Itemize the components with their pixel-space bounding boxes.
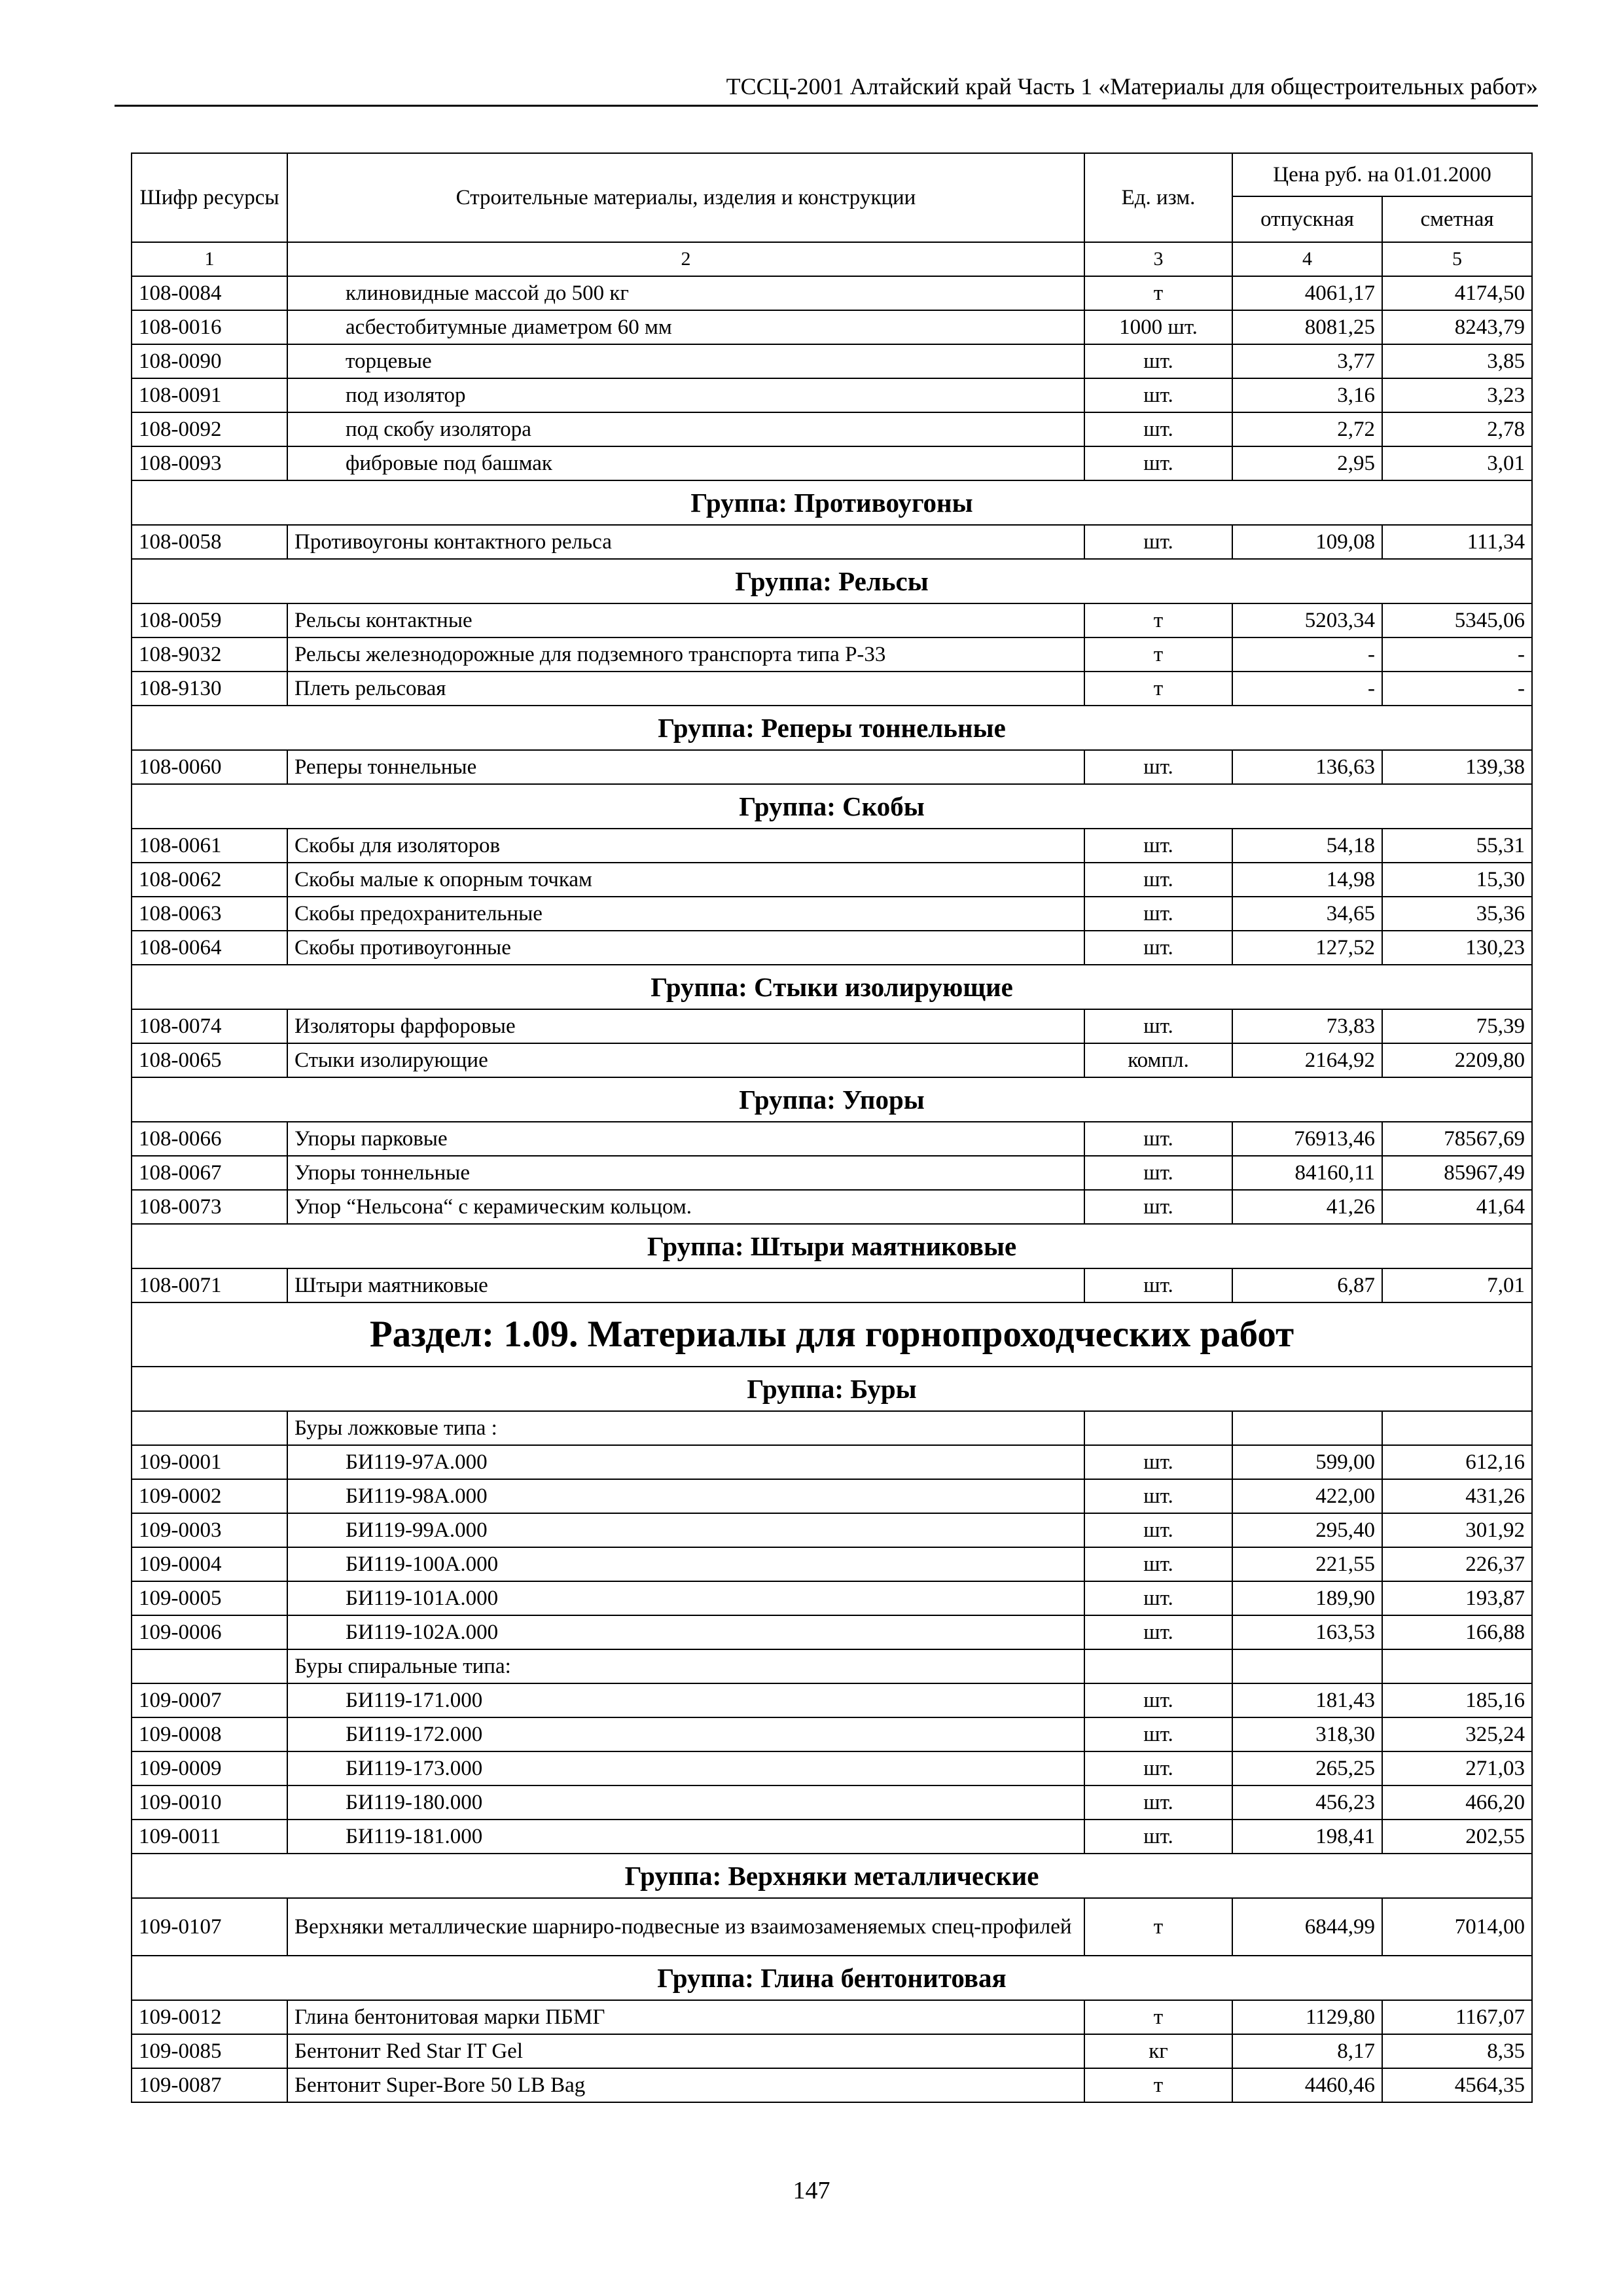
unit: шт. <box>1084 446 1232 480</box>
group-heading: Группа: Упоры <box>132 1077 1532 1122</box>
unit: компл. <box>1084 1043 1232 1077</box>
resource-code: 109-0085 <box>132 2034 287 2068</box>
estimate-price: 41,64 <box>1382 1190 1532 1224</box>
resource-code: 108-9130 <box>132 672 287 706</box>
unit <box>1084 1649 1232 1683</box>
estimate-price: 7,01 <box>1382 1268 1532 1302</box>
material-name: Скобы для изоляторов <box>287 829 1084 863</box>
group-heading: Группа: Стыки изолирующие <box>132 965 1532 1009</box>
unit: шт. <box>1084 1751 1232 1785</box>
resource-code: 109-0006 <box>132 1615 287 1649</box>
estimate-price: 4174,50 <box>1382 276 1532 310</box>
table-row <box>132 672 1532 706</box>
unit: шт. <box>1084 1190 1232 1224</box>
table-row <box>132 863 1532 897</box>
table-row <box>132 1122 1532 1156</box>
header-estimate-price: сметная <box>1382 196 1532 242</box>
release-price: 54,18 <box>1232 829 1382 863</box>
unit: шт. <box>1084 1479 1232 1513</box>
material-name: Бентонит Super-Bore 50 LB Bag <box>287 2068 1084 2102</box>
unit: шт. <box>1084 1785 1232 1820</box>
table-row <box>132 829 1532 863</box>
estimate-price: 2209,80 <box>1382 1043 1532 1077</box>
estimate-price: 226,37 <box>1382 1547 1532 1581</box>
estimate-price: 3,01 <box>1382 446 1532 480</box>
material-name: Скобы предохранительные <box>287 897 1084 931</box>
material-name: асбестобитумные диаметром 60 мм <box>287 310 1084 344</box>
group-heading-row <box>132 1077 1532 1122</box>
material-name: Скобы малые к опорным точкам <box>287 863 1084 897</box>
estimate-price: 2,78 <box>1382 412 1532 446</box>
estimate-price: 193,87 <box>1382 1581 1532 1615</box>
release-price: 1129,80 <box>1232 2000 1382 2034</box>
resource-code: 109-0004 <box>132 1547 287 1581</box>
table-row <box>132 1898 1532 1956</box>
group-heading-row <box>132 1956 1532 2000</box>
material-name: клиновидные массой до 500 кг <box>287 276 1084 310</box>
release-price <box>1232 1649 1382 1683</box>
table-row <box>132 1268 1532 1302</box>
material-name: Упоры парковые <box>287 1122 1084 1156</box>
header-release-price: отпускная <box>1232 196 1382 242</box>
material-name: торцевые <box>287 344 1084 378</box>
unit: шт. <box>1084 897 1232 931</box>
material-name: Стыки изолирующие <box>287 1043 1084 1077</box>
group-heading: Группа: Скобы <box>132 784 1532 829</box>
material-name: БИ119-98А.000 <box>287 1479 1084 1513</box>
resource-code: 108-0092 <box>132 412 287 446</box>
resource-code: 109-0003 <box>132 1513 287 1547</box>
unit <box>1084 1411 1232 1445</box>
material-name: БИ119-180.000 <box>287 1785 1084 1820</box>
table-row <box>132 1043 1532 1077</box>
release-price: - <box>1232 637 1382 672</box>
resource-code: 108-0066 <box>132 1122 287 1156</box>
table-row <box>132 310 1532 344</box>
header-code: Шифр ресурсы <box>132 153 287 242</box>
unit: шт. <box>1084 829 1232 863</box>
material-name: Рельсы контактные <box>287 603 1084 637</box>
release-price: 109,08 <box>1232 525 1382 559</box>
unit: шт. <box>1084 1156 1232 1190</box>
material-name: Реперы тоннельные <box>287 750 1084 784</box>
group-heading: Группа: Реперы тоннельные <box>132 706 1532 750</box>
material-name: Верхняки металлические шарниро-подвесные из взаимозаменяемых спец-профилей <box>287 1898 1084 1956</box>
release-price: - <box>1232 672 1382 706</box>
unit: т <box>1084 2068 1232 2102</box>
resource-code: 108-0065 <box>132 1043 287 1077</box>
release-price: 127,52 <box>1232 931 1382 965</box>
table-row <box>132 276 1532 310</box>
table-row <box>132 1820 1532 1854</box>
unit: шт. <box>1084 412 1232 446</box>
unit: шт. <box>1084 1009 1232 1043</box>
unit: шт. <box>1084 1268 1232 1302</box>
material-name: Противоугоны контактного рельса <box>287 525 1084 559</box>
estimate-price: 78567,69 <box>1382 1122 1532 1156</box>
resource-code: 109-0005 <box>132 1581 287 1615</box>
group-heading-row <box>132 706 1532 750</box>
estimate-price: 4564,35 <box>1382 2068 1532 2102</box>
unit: т <box>1084 637 1232 672</box>
table-row <box>132 1009 1532 1043</box>
unit: шт. <box>1084 1820 1232 1854</box>
resource-code: 108-0090 <box>132 344 287 378</box>
price-table <box>131 152 1533 2103</box>
estimate-price: 466,20 <box>1382 1785 1532 1820</box>
unit: шт. <box>1084 344 1232 378</box>
table-row <box>132 750 1532 784</box>
release-price: 34,65 <box>1232 897 1382 931</box>
running-header: ТССЦ-2001 Алтайский край Часть 1 «Материалы для общестроительных работ» <box>115 73 1538 107</box>
resource-code: 108-0084 <box>132 276 287 310</box>
resource-code: 109-0009 <box>132 1751 287 1785</box>
unit: 1000 шт. <box>1084 310 1232 344</box>
release-price: 73,83 <box>1232 1009 1382 1043</box>
release-price: 4460,46 <box>1232 2068 1382 2102</box>
release-price: 2164,92 <box>1232 1043 1382 1077</box>
unit: т <box>1084 603 1232 637</box>
resource-code: 108-0059 <box>132 603 287 637</box>
release-price: 6,87 <box>1232 1268 1382 1302</box>
estimate-price: 1167,07 <box>1382 2000 1532 2034</box>
release-price: 181,43 <box>1232 1683 1382 1717</box>
estimate-price <box>1382 1411 1532 1445</box>
estimate-price: 85967,49 <box>1382 1156 1532 1190</box>
resource-code: 108-0062 <box>132 863 287 897</box>
section-heading-row <box>132 1302 1532 1367</box>
material-name: под скобу изолятора <box>287 412 1084 446</box>
resource-code: 109-0007 <box>132 1683 287 1717</box>
subheading-label: Буры спиральные типа: <box>287 1649 1084 1683</box>
estimate-price: 271,03 <box>1382 1751 1532 1785</box>
estimate-price: 3,23 <box>1382 378 1532 412</box>
material-name: БИ119-181.000 <box>287 1820 1084 1854</box>
table-row <box>132 378 1532 412</box>
resource-code: 109-0008 <box>132 1717 287 1751</box>
release-price: 8081,25 <box>1232 310 1382 344</box>
material-name: фибровые под башмак <box>287 446 1084 480</box>
header-price: Цена руб. на 01.01.2000 <box>1232 153 1532 196</box>
release-price: 599,00 <box>1232 1445 1382 1479</box>
estimate-price: 55,31 <box>1382 829 1532 863</box>
resource-code: 108-0093 <box>132 446 287 480</box>
material-name: Рельсы железнодорожные для подземного транспорта типа Р-33 <box>287 637 1084 672</box>
estimate-price: 8,35 <box>1382 2034 1532 2068</box>
release-price: 3,16 <box>1232 378 1382 412</box>
material-name: БИ119-171.000 <box>287 1683 1084 1717</box>
unit: т <box>1084 672 1232 706</box>
resource-code: 108-0060 <box>132 750 287 784</box>
material-name: БИ119-172.000 <box>287 1717 1084 1751</box>
table-row <box>132 2000 1532 2034</box>
material-name: Штыри маятниковые <box>287 1268 1084 1302</box>
unit: шт. <box>1084 1581 1232 1615</box>
material-name: БИ119-99А.000 <box>287 1513 1084 1547</box>
estimate-price: 3,85 <box>1382 344 1532 378</box>
group-heading-row <box>132 559 1532 603</box>
resource-code: 109-0010 <box>132 1785 287 1820</box>
resource-code: 108-9032 <box>132 637 287 672</box>
estimate-price: 130,23 <box>1382 931 1532 965</box>
resource-code: 108-0073 <box>132 1190 287 1224</box>
estimate-price: - <box>1382 637 1532 672</box>
resource-code: 108-0067 <box>132 1156 287 1190</box>
table-row <box>132 637 1532 672</box>
estimate-price <box>1382 1649 1532 1683</box>
table-row <box>132 344 1532 378</box>
subheading-label: Буры ложковые типа : <box>287 1411 1084 1445</box>
table-row <box>132 1547 1532 1581</box>
group-heading-row <box>132 965 1532 1009</box>
release-price <box>1232 1411 1382 1445</box>
unit: шт. <box>1084 1445 1232 1479</box>
release-price: 456,23 <box>1232 1785 1382 1820</box>
material-name: БИ119-97А.000 <box>287 1445 1084 1479</box>
release-price: 189,90 <box>1232 1581 1382 1615</box>
table-row <box>132 1751 1532 1785</box>
table-row <box>132 1190 1532 1224</box>
resource-code: 108-0063 <box>132 897 287 931</box>
material-name: Упоры тоннельные <box>287 1156 1084 1190</box>
table-row <box>132 1479 1532 1513</box>
table-row <box>132 603 1532 637</box>
resource-code: 109-0001 <box>132 1445 287 1479</box>
group-heading-row <box>132 1367 1532 1411</box>
release-price: 4061,17 <box>1232 276 1382 310</box>
subheading-row <box>132 1411 1532 1445</box>
group-heading: Группа: Верхняки металлические <box>132 1854 1532 1898</box>
column-number: 4 <box>1232 242 1382 276</box>
subheading-row <box>132 1649 1532 1683</box>
table-row <box>132 1717 1532 1751</box>
material-name: Глина бентонитовая марки ПБМГ <box>287 2000 1084 2034</box>
group-heading: Группа: Рельсы <box>132 559 1532 603</box>
unit: шт. <box>1084 378 1232 412</box>
material-name: под изолятор <box>287 378 1084 412</box>
resource-code: 108-0061 <box>132 829 287 863</box>
table-row <box>132 1683 1532 1717</box>
estimate-price: 202,55 <box>1382 1820 1532 1854</box>
release-price: 6844,99 <box>1232 1898 1382 1956</box>
group-heading: Группа: Глина бентонитовая <box>132 1956 1532 2000</box>
material-name: Бентонит Red Star IT Gel <box>287 2034 1084 2068</box>
table-row <box>132 1156 1532 1190</box>
unit: шт. <box>1084 1683 1232 1717</box>
estimate-price: 75,39 <box>1382 1009 1532 1043</box>
release-price: 422,00 <box>1232 1479 1382 1513</box>
material-name: БИ119-173.000 <box>287 1751 1084 1785</box>
material-name: Скобы противоугонные <box>287 931 1084 965</box>
unit: кг <box>1084 2034 1232 2068</box>
table-row <box>132 931 1532 965</box>
estimate-price: 7014,00 <box>1382 1898 1532 1956</box>
resource-code <box>132 1411 287 1445</box>
estimate-price: 35,36 <box>1382 897 1532 931</box>
resource-code: 108-0016 <box>132 310 287 344</box>
material-name: БИ119-100А.000 <box>287 1547 1084 1581</box>
resource-code: 109-0011 <box>132 1820 287 1854</box>
material-name: Плеть рельсовая <box>287 672 1084 706</box>
unit: шт. <box>1084 863 1232 897</box>
resource-code: 109-0012 <box>132 2000 287 2034</box>
resource-code: 109-0002 <box>132 1479 287 1513</box>
release-price: 2,95 <box>1232 446 1382 480</box>
unit: шт. <box>1084 1547 1232 1581</box>
release-price: 3,77 <box>1232 344 1382 378</box>
estimate-price: 612,16 <box>1382 1445 1532 1479</box>
column-number: 1 <box>132 242 287 276</box>
table-row <box>132 2034 1532 2068</box>
release-price: 295,40 <box>1232 1513 1382 1547</box>
estimate-price: 185,16 <box>1382 1683 1532 1717</box>
resource-code: 108-0074 <box>132 1009 287 1043</box>
group-heading: Группа: Противоугоны <box>132 480 1532 525</box>
release-price: 136,63 <box>1232 750 1382 784</box>
release-price: 76913,46 <box>1232 1122 1382 1156</box>
page-number: 147 <box>793 2177 830 2204</box>
estimate-price: 325,24 <box>1382 1717 1532 1751</box>
resource-code: 109-0107 <box>132 1898 287 1956</box>
table-row <box>132 446 1532 480</box>
estimate-price: 431,26 <box>1382 1479 1532 1513</box>
resource-code: 108-0091 <box>132 378 287 412</box>
unit: т <box>1084 276 1232 310</box>
estimate-price: 166,88 <box>1382 1615 1532 1649</box>
group-heading-row <box>132 480 1532 525</box>
section-heading: Раздел: 1.09. Материалы для горнопроходческих работ <box>132 1302 1532 1367</box>
unit: шт. <box>1084 1122 1232 1156</box>
material-name: БИ119-102А.000 <box>287 1615 1084 1649</box>
group-heading: Группа: Буры <box>132 1367 1532 1411</box>
release-price: 14,98 <box>1232 863 1382 897</box>
column-number: 5 <box>1382 242 1532 276</box>
unit: шт. <box>1084 1513 1232 1547</box>
unit: шт. <box>1084 1615 1232 1649</box>
column-number: 3 <box>1084 242 1232 276</box>
column-number: 2 <box>287 242 1084 276</box>
release-price: 163,53 <box>1232 1615 1382 1649</box>
release-price: 41,26 <box>1232 1190 1382 1224</box>
table-row <box>132 2068 1532 2102</box>
release-price: 265,25 <box>1232 1751 1382 1785</box>
resource-code: 109-0087 <box>132 2068 287 2102</box>
estimate-price: - <box>1382 672 1532 706</box>
table-row <box>132 897 1532 931</box>
unit: т <box>1084 2000 1232 2034</box>
table-row <box>132 1581 1532 1615</box>
release-price: 8,17 <box>1232 2034 1382 2068</box>
table-row <box>132 1615 1532 1649</box>
table-row <box>132 525 1532 559</box>
unit: шт. <box>1084 931 1232 965</box>
release-price: 84160,11 <box>1232 1156 1382 1190</box>
resource-code: 108-0071 <box>132 1268 287 1302</box>
estimate-price: 8243,79 <box>1382 310 1532 344</box>
group-heading-row <box>132 1224 1532 1268</box>
header-name: Строительные материалы, изделия и конструкции <box>287 153 1084 242</box>
release-price: 318,30 <box>1232 1717 1382 1751</box>
material-name: Упор “Нельсона“ с керамическим кольцом. <box>287 1190 1084 1224</box>
estimate-price: 111,34 <box>1382 525 1532 559</box>
group-heading-row <box>132 784 1532 829</box>
resource-code: 108-0064 <box>132 931 287 965</box>
release-price: 221,55 <box>1232 1547 1382 1581</box>
table-row <box>132 1785 1532 1820</box>
release-price: 198,41 <box>1232 1820 1382 1854</box>
table-row <box>132 412 1532 446</box>
table-row <box>132 1513 1532 1547</box>
header-unit: Ед. изм. <box>1084 153 1232 242</box>
unit: шт. <box>1084 525 1232 559</box>
release-price: 5203,34 <box>1232 603 1382 637</box>
unit: шт. <box>1084 750 1232 784</box>
table-row <box>132 1445 1532 1479</box>
resource-code: 108-0058 <box>132 525 287 559</box>
estimate-price: 139,38 <box>1382 750 1532 784</box>
group-heading: Группа: Штыри маятниковые <box>132 1224 1532 1268</box>
unit: т <box>1084 1898 1232 1956</box>
material-name: Изоляторы фарфоровые <box>287 1009 1084 1043</box>
unit: шт. <box>1084 1717 1232 1751</box>
estimate-price: 301,92 <box>1382 1513 1532 1547</box>
release-price: 2,72 <box>1232 412 1382 446</box>
resource-code <box>132 1649 287 1683</box>
estimate-price: 5345,06 <box>1382 603 1532 637</box>
estimate-price: 15,30 <box>1382 863 1532 897</box>
group-heading-row <box>132 1854 1532 1898</box>
material-name: БИ119-101А.000 <box>287 1581 1084 1615</box>
